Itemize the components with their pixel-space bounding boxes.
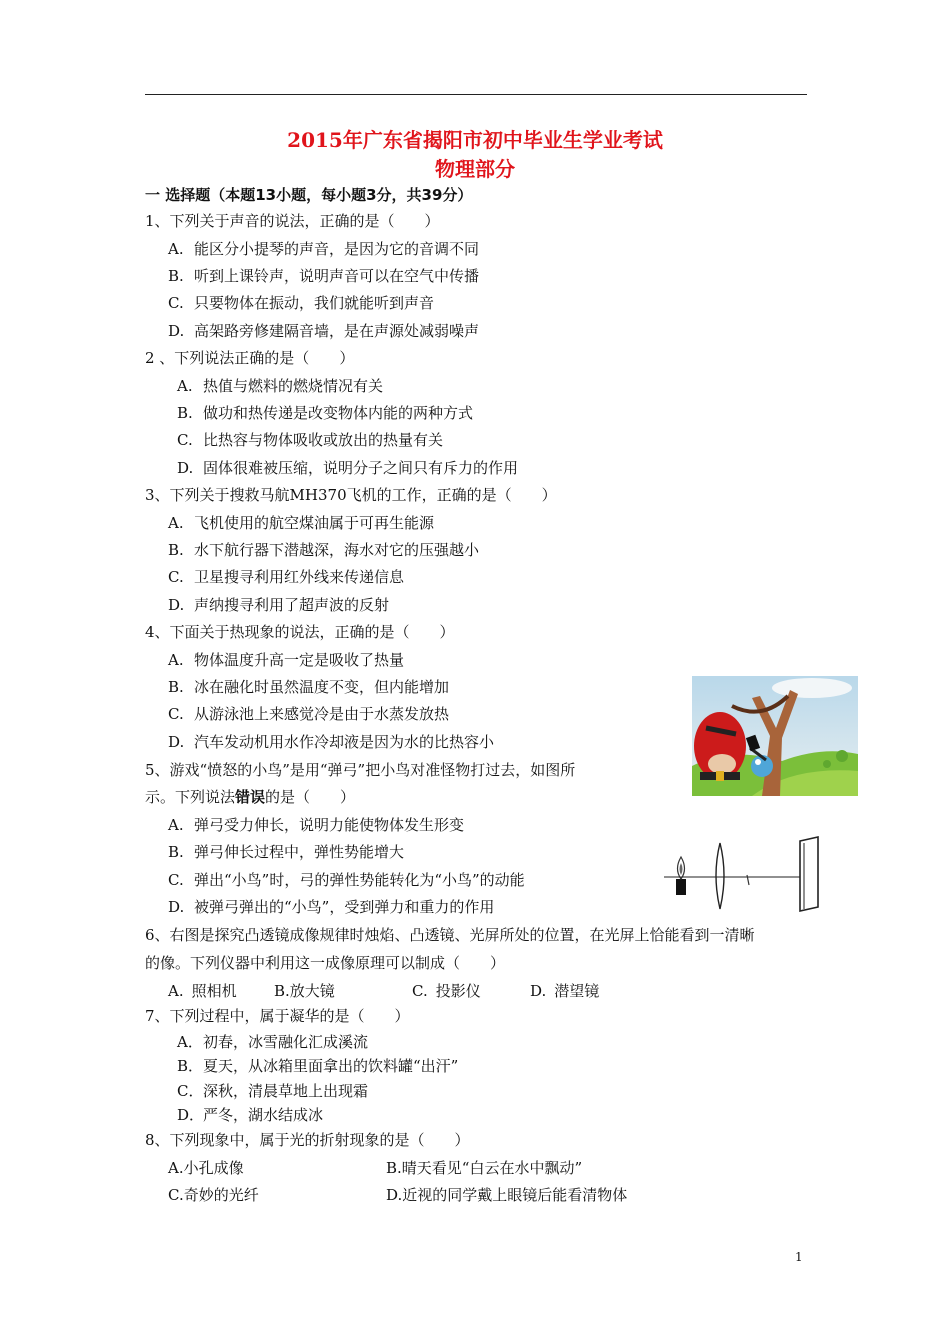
question-1-option-c[interactable]: C. 只要物体在振动，我们就能听到声音: [168, 294, 435, 312]
question-3-option-d[interactable]: D. 声纳搜寻利用了超声波的反射: [168, 596, 390, 614]
exam-subtitle: 物理部分: [435, 157, 515, 181]
question-1-option-b[interactable]: B. 听到上课铃声，说明声音可以在空气中传播: [168, 267, 480, 285]
question-1-stem: 1、下列关于声音的说法，正确的是（ ）: [145, 212, 440, 230]
question-4-option-a[interactable]: A. 物体温度升高一定是吸收了热量: [168, 651, 405, 669]
question-5-option-d[interactable]: D. 被弹弓弹出的“小鸟”，受到弹力和重力的作用: [168, 898, 495, 916]
convex-lens-experiment-diagram: [660, 835, 830, 915]
angry-birds-slingshot-image: [692, 676, 858, 796]
question-6-option-d[interactable]: D. 潜望镜: [530, 982, 600, 1000]
question-7-option-d[interactable]: D．严冬，湖水结成冰: [177, 1106, 324, 1124]
question-6-stem-line2: 的像。下列仪器中利用这一成像原理可以制成（ ）: [145, 954, 506, 972]
question-5-option-c[interactable]: C. 弹出“小鸟”时，弓的弹性势能转化为“小鸟”的动能: [168, 871, 525, 889]
question-4-option-d[interactable]: D. 汽车发动机用水作冷却液是因为水的比热容小: [168, 733, 495, 751]
question-7-option-b[interactable]: B．夏天，从冰箱里面拿出的饮料罐“出汗”: [177, 1057, 459, 1075]
exam-title: 2015年广东省揭阳市初中毕业生学业考试: [287, 128, 663, 152]
page-number: 1: [795, 1250, 803, 1264]
question-3-option-a[interactable]: A. 飞机使用的航空煤油属于可再生能源: [168, 514, 435, 532]
question-4-option-b[interactable]: B. 冰在融化时虽然温度不变，但内能增加: [168, 678, 450, 696]
question-4-stem: 4、下面关于热现象的说法，正确的是（ ）: [145, 623, 455, 641]
question-8-option-c[interactable]: C.奇妙的光纤: [168, 1186, 259, 1204]
question-2-option-c[interactable]: C. 比热容与物体吸收或放出的热量有关: [177, 431, 444, 449]
question-2-option-b[interactable]: B. 做功和热传递是改变物体内能的两种方式: [177, 404, 474, 422]
question-7-option-a[interactable]: A．初春，冰雪融化汇成溪流: [177, 1033, 369, 1051]
question-8-stem: 8、下列现象中，属于光的折射现象的是（ ）: [145, 1131, 470, 1149]
question-8-option-b[interactable]: B.晴天看见“白云在水中飘动”: [386, 1159, 583, 1177]
question-1-option-a[interactable]: A. 能区分小提琴的声音，是因为它的音调不同: [168, 240, 480, 258]
question-7-stem: 7、下列过程中，属于凝华的是（ ）: [145, 1007, 410, 1025]
question-2-option-a[interactable]: A. 热值与燃料的燃烧情况有关: [177, 377, 384, 395]
question-5-stem-line2: 示。下列说法错误的是（ ）: [145, 788, 356, 806]
question-2-option-d[interactable]: D. 固体很难被压缩，说明分子之间只有斥力的作用: [177, 459, 519, 477]
question-5-option-a[interactable]: A. 弹弓受力伸长，说明力能使物体发生形变: [168, 816, 465, 834]
section-heading: 一 选择题（本题13小题，每小题3分，共39分）: [145, 186, 473, 204]
question-1-option-d[interactable]: D. 高架路旁修建隔音墙，是在声源处减弱噪声: [168, 322, 480, 340]
question-4-option-c[interactable]: C. 从游泳池上来感觉冷是由于水蒸发放热: [168, 705, 450, 723]
question-6-option-b[interactable]: B.放大镜: [274, 982, 335, 1000]
question-3-stem: 3、下列关于搜救马航MH370飞机的工作，正确的是（ ）: [145, 486, 557, 504]
question-3-option-c[interactable]: C. 卫星搜寻利用红外线来传递信息: [168, 568, 405, 586]
question-2-stem: 2 、下列说法正确的是（ ）: [145, 349, 355, 367]
question-6-option-c[interactable]: C. 投影仪: [412, 982, 481, 1000]
question-3-option-b[interactable]: B. 水下航行器下潜越深，海水对它的压强越小: [168, 541, 480, 559]
question-5-stem-line1: 5、游戏“愤怒的小鸟”是用“弹弓”把小鸟对准怪物打过去，如图所: [145, 761, 576, 779]
header-rule: [145, 94, 807, 95]
question-5-option-b[interactable]: B. 弹弓伸长过程中，弹性势能增大: [168, 843, 405, 861]
question-6-stem-line1: 6、右图是探究凸透镜成像规律时烛焰、凸透镜、光屏所处的位置，在光屏上恰能看到一清晰: [145, 926, 755, 944]
question-7-option-c[interactable]: C．深秋，清晨草地上出现霜: [177, 1082, 369, 1100]
question-6-option-a[interactable]: A. 照相机: [168, 982, 237, 1000]
question-8-option-d[interactable]: D.近视的同学戴上眼镜后能看清物体: [386, 1186, 628, 1204]
question-8-option-a[interactable]: A.小孔成像: [168, 1159, 244, 1177]
emphasis-wrong: 错误: [235, 788, 266, 806]
